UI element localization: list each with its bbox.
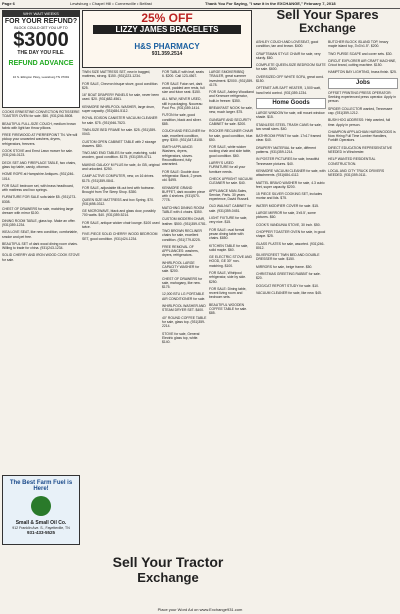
- classified-ad: GE ELECTRIC STOVE AND HOOD, GE 30" non-matching. $100.: [209, 255, 252, 268]
- classified-ad: DOG/CAT REPORT STUDY for sale. $10.: [256, 283, 319, 288]
- classified-ad: LARGE MIRROR for sale, 3'x5.5', some pictures. $60.: [256, 211, 316, 220]
- fuel-ad-title: The Best Farm Fuel is Here!: [9, 480, 73, 492]
- classified-ad: APPLIANCE MAN-Sales, Service, Parts. 30 years experience, David Russell.: [209, 188, 250, 202]
- oil-drop-icon: [31, 496, 51, 516]
- classified-ad: FOR SALE bedroom set, with brass headboard, with mattress and box springs.: [2, 183, 74, 193]
- classified-ad: ROCKER RECLINER CHAIR for sale, good condition, blue. $50.: [209, 129, 254, 142]
- classified-ad: FOR SALE, Ashley Woodland and Kenmore refrigerator, built-in freezer. $350.: [209, 90, 254, 103]
- classified-ad: WHIRLPOOL LARGE CAPACITY WASHER for sale. $200.: [162, 260, 200, 274]
- classified-ad: LARGE WINDOW for sale, will mount window shade. $15.: [256, 110, 325, 120]
- classified-ad: HAMPTON BAY LIGHTING, brass finish. $25.: [328, 70, 397, 75]
- classified-ad: IKEA LOVE SEAT, like new condition, comfortable, smoke and pet free.: [2, 230, 78, 239]
- footer-web-link[interactable]: Place your Word Ad on www.Exchange931.com: [157, 607, 243, 612]
- home-goods-heading: Home Goods: [256, 98, 326, 109]
- tax-ad-title2: FOR YOUR REFUND?: [4, 18, 78, 25]
- classified-ad: DIRECT EDUCATION REPRESENTATIVE NEEDED in Winchester.: [328, 145, 393, 155]
- classified-ad: OFTENET AIR-SAFT HEATER, 1,500 watt, hand held control. (931)359-1234.: [256, 86, 321, 95]
- classified-ad: TWIN SIZE MATTRESS SET, new in bagged, mattress, strong. $150. (931)223-1234.: [82, 70, 151, 79]
- classified-ad: TWIN-SIZE BED FRAME for sale. $25. (931)359-0043.: [82, 127, 157, 137]
- classified-ad: VACUUM CLEANER for sale, like new. $45.: [256, 290, 322, 295]
- fuel-address: 912 Franklin Ave. S., Fayetteville, TN: [12, 526, 70, 530]
- classified-ad: FOR SALE Futon set, dark wood, padded arm rests, full size and futon seat. $150.: [162, 81, 205, 95]
- classified-ad: CHECK UPRIGHT VACUUM CLEANER for sale. $40.: [209, 176, 253, 186]
- classified-ad: FIVE-PIECE SOLID CHERRY WOOD BEDROOM SET, good condition. (931)424-1234.: [82, 232, 158, 241]
- tax-ad-refund: REFUND ADVANCE: [8, 60, 74, 67]
- classified-ad: LARRY'S USED FURNITURE for all your furniture needs.: [209, 161, 246, 174]
- classified-ad: CUSTOM OPEN CABINET TABLE with 2 storage drawers. $80.: [82, 139, 157, 148]
- tax-ad-amount: $3000: [13, 29, 69, 51]
- sell-spares-title: Sell Your Spares: [276, 7, 379, 22]
- classified-ad: FURNITURE FOR SALE sofa table $5. (931)273-8308.: [2, 195, 77, 204]
- classified-ad: FOR TABLE with leaf, seats 6. $200. Call 123-4567.: [162, 70, 204, 79]
- classified-ad: BREAKFAST NOOK for sale, new, much larger. $75.: [209, 106, 253, 115]
- classified-ad: CHEST OF DRAWERS for sale, mahogany, like new. $175.: [162, 276, 203, 290]
- classified-ad: GLASS PLATES for sale, assorted. (931)246-8012.: [256, 241, 325, 250]
- sell-tractor-banner: [82, 548, 254, 604]
- classified-ad: CUSTOM MODERN CHAIR, leather. $500. (931)359-0781.: [162, 217, 207, 226]
- classified-ad: CIRCUT EXPLORER AIR CRAFT MACHINE, Cricut brand, cutting machine. $150.: [328, 58, 397, 68]
- classified-ad: HOME ROPE at Hampshire Antiques. (931)246-1014.: [2, 172, 75, 181]
- classified-ad: COOKS ERNESTINE CONVECTION ROTISSERIE TOASTER OVEN for sale. $50. (931)246-5508.: [2, 110, 80, 119]
- classified-ad: MAKING GALAXY M PLUS for sale, 4x GB, original and unlocked. $250.: [82, 162, 160, 172]
- classified-ad: OFFSET PRINTING PRESS OPERATOR: Seeking experienced press operator. Apply in person.: [328, 90, 397, 104]
- fuel-phone: 931-433-5525: [26, 530, 56, 535]
- tractor-exchange-logo: Exchange: [137, 570, 199, 585]
- classified-column-6: [328, 40, 398, 602]
- classified-ad: BEAUTIFUL WOODEN COFFEE TABLE for sale. $85.: [209, 302, 248, 316]
- classified-ad: MATTEL BRAVO WASHER for sale, 4.3 cubic feet, super capacity. $200.: [256, 180, 325, 189]
- exchange-logo: Exchange: [299, 21, 356, 35]
- classified-column-3: [162, 70, 207, 545]
- publication-towns: Lewisburg • Chapel Hill • Cornersville • Belfast: [70, 1, 152, 6]
- tax-ad-title1: WHY WAIT WEEKS: [3, 11, 79, 17]
- classified-ad: TWO PURSE SCAPE and cover sets. $30.: [328, 51, 393, 56]
- classified-ad: MATCHING DINING ROOM TABLE with 4 chairs. $350.: [162, 205, 205, 215]
- farm-fuel-ad: [2, 475, 80, 545]
- classified-ad: SOLID CHERRY AND IRON WOOD COOK STOVE for sale.: [2, 253, 80, 262]
- classified-ad: FREE FIREWOOD AT PIERREPOINT TN. We will pickup your unwanted washers, dryers, refrigerators, freezers.: [2, 133, 78, 146]
- classified-ad: WATER MODIFIER COVER for sale. $15.: [256, 203, 319, 208]
- pharmacy-name: H&S PHARMACY: [134, 42, 200, 51]
- classified-column-5: [256, 40, 326, 602]
- classified-ad: 15 PIECE SILVER COOKING SET, includes mortar and lids. $75.: [256, 192, 323, 201]
- classified-ad: CAMP ACTIVE COMPUTER, new, on 16 drives. $175. (931)359-0841.: [82, 174, 155, 183]
- classified-ad: OVERSIZED OFF WHITE SOFA, great cond. $150.: [256, 74, 325, 84]
- jewelry-brand: LIZZY JAMES BRACELETS: [93, 25, 241, 34]
- classified-ad: ALL NEW, NEVER USED, still in packaging. Nouveau Pool Pro. (931)359-1414.: [162, 97, 203, 111]
- jewelry-discount: 25% OFF: [141, 11, 193, 25]
- classified-ad: LARGE SMOKER/BBQ TRAILER, great summer investment. $2000. (931)359-4178.: [209, 70, 254, 87]
- classified-ad: 40" ROUND COFFEE TABLE for sale, glass top. (931)359-2214.: [162, 315, 207, 329]
- classified-ad: 16" BOAT DRAPERY PANELS for sale, never been used. $20. (931)682-4561.: [82, 93, 160, 102]
- classified-ad: IN POSTER PICTURES for sale, beautiful Tennessee pictures. $40.: [256, 157, 320, 166]
- tax-ad-sub: THE DAY YOU FILE.: [17, 50, 65, 56]
- classified-ad: BEAUTIFUL FULL-SIZE COUCH, medium brown fabric with light tan throw pillows.: [2, 121, 76, 130]
- classified-ad: KENMORE VACUUM CLEANER for sale, with attachments. (931)684-4112.: [256, 168, 326, 178]
- classified-ad: COUCH AND RECLINER for sale, excellent condition, grey. $300. (931)347-8108.: [162, 129, 206, 142]
- classified-ad: FOR SALE: Double door refrigerator. Black, 2 years old. $495.: [162, 169, 202, 183]
- classified-ad: SILVERCREST TWIN BED AND DOUBLE DRESSER for sale. $150.: [256, 253, 320, 262]
- classified-ad: HELP WANTED RESIDENTIAL CONSTRUCTION.: [328, 157, 376, 166]
- page-number: Page 6: [2, 1, 15, 6]
- classified-ad: FOR SALE: Dining table, recent living room and bedroom sets.: [209, 286, 247, 300]
- classified-ad: GE MICROWAVE, black and glass door, possibly 700 watts. $40. (931)359-5214.: [82, 209, 156, 218]
- classified-ad: DECK SET AND FIREPLACE TABLE, two chairs, glass top table, candy, ottoman.: [2, 160, 77, 169]
- classified-column-1: [2, 110, 80, 470]
- classified-column-4: [209, 70, 254, 545]
- classified-ad: COOK STOVE and Ernst Lawn mower for sale. (931)246-0123.: [2, 149, 73, 158]
- classified-ad: COOK'S VANDUNIA STOVE, 30 inch. $50.: [256, 222, 321, 227]
- classified-ad: CRAFTSMAN STYLE CHAIR for sale, very sturdy. $60.: [256, 51, 321, 60]
- classified-ad: TWO AND END TABLES for sale, matching, solid wooden, good condition. $175. (931)359-4711.: [82, 151, 157, 160]
- classified-ad: CHEST OF DRAWERS for sale, matching large dresser with mirror $100.: [2, 207, 74, 216]
- classified-ad: FOR SALE, adjustable tilt-out bed with footwear. Brought from The Sleep Shop. $350.: [82, 185, 155, 195]
- tax-refund-ad: [2, 10, 80, 108]
- classified-ad: FOR SALE, Whirlpool refrigerator, side by side. $250.: [209, 270, 247, 284]
- classified-ad: DINING ROOM TABLE, glass top. Make an offer. (931)359-1234.: [2, 218, 76, 227]
- classified-ad: SPIDER COLLECTOR wanted, Tennessee cap. (931)359-1212.: [328, 106, 393, 115]
- classified-ad: WHIRLPOOL WASHER AND STEAM DRYER SET. $400.: [162, 304, 206, 313]
- pharmacy-phone: 931.359.2514: [151, 51, 183, 57]
- classified-ad: FUTON for sale, good condition, black and silver. $85.: [162, 113, 202, 126]
- classified-ad: QUEEN SIZE MATTRESS and box Spring. $70. (931)698-0312.: [82, 197, 154, 206]
- classified-ad: FOR SALE, Chevron bisque stove, good condition. $25.: [82, 81, 159, 90]
- classified-ad: CHRISTMAS GREETING RABBIT for sale. $20.: [256, 271, 321, 281]
- classified-ad: KENMORE WHIRLPOOL WASHER, large drum, super capacity. (931)684-5112.: [82, 104, 156, 114]
- fuel-company: Small & Small Oil Co.: [15, 520, 67, 526]
- sell-tractor-title: Sell Your Tractor: [112, 554, 224, 570]
- header-date: Thank You For Saying, "I saw it in the EXCHANGE," February 7, 2018: [205, 1, 336, 6]
- classified-ad: LOCAL AND CITY TRUCK DRIVERS NEEDED. (931)359-0111.: [328, 168, 385, 178]
- classified-ad: BUSH HOG ADDRESS: Help wanted, full time. Apply in person.: [328, 118, 391, 127]
- classified-ad: FREE REMOVAL OF APPLIANCES: washers, dryers, refrigerators.: [162, 244, 199, 258]
- classified-ad: COMPLETE QUEEN-SIZE BEDROOM SUITE for sale. $600.: [256, 63, 326, 72]
- classified-ad: KENMORE GRAND BUFFET, dark wooden piece with 4 shelves. (931)570-7778.: [162, 185, 206, 203]
- classified-ad: SMITH APPLIANCE: Washers, dryers, refrigerators, stoves. Reconditioned, fully warranted.: [162, 145, 194, 167]
- classified-ad: STAINLESS STEEL TRASH CANS for sale, two small sizes. $40.: [256, 122, 322, 131]
- classified-ad: CHAMPION APPLACHIAN HARDWOODS is Now Hiring Full Time Lumber Handlers, Forklift Operators.: [328, 129, 396, 143]
- classified-ad: LIGHT FIXTURE for sale, very nice. $15.: [209, 216, 248, 225]
- classified-ad: OLD WALNUT CABINET for sale. (931)359-0451.: [209, 204, 252, 213]
- classified-column-2: [82, 70, 160, 545]
- classified-ad: ROYAL EDISON CANISTER VACUUM CLEANER for sale. $75. (931)946-7523.: [82, 116, 158, 125]
- classified-ad: FOR SALE: oval formal pecan dining table with chairs. $850.: [209, 227, 245, 241]
- jewelry-ad: [82, 10, 252, 68]
- sell-spares-banner: [255, 8, 400, 38]
- classified-ad: 12,000 BTU LG PORTABLE AIR CONDITIONER for sale.: [162, 292, 206, 301]
- jobs-heading: Jobs: [328, 78, 398, 89]
- classified-ad: DRAPERY MATERIAL for sale, different patterns. (931)359-1214.: [256, 145, 316, 155]
- tax-ad-address: 10 S. Ellington Pkwy, Lewisburg TN 37091: [12, 75, 70, 79]
- tax-ad-line: BLOCK COULD GET YOU UP TO: [14, 26, 68, 30]
- classified-ad: GUNSAFE AND SECURITY CABINET for sale. $200.: [209, 117, 252, 126]
- classified-ad: BEAUTIFUL SET of dark wood dining room chairs. Willing to trade for china. (931)243-1234.: [2, 241, 78, 251]
- classified-ad: MIRRORS for sale, beige frame. $50.: [256, 264, 313, 269]
- classified-ad: STOVE for sale, General Electric glass top, white. $140.: [162, 331, 200, 345]
- classified-ad: CHOPPER TOASTER OVEN for sale, in good shape. $25.: [256, 229, 326, 239]
- classified-ad: FOR SALE, antique wicker chair lounge. $100 used twice.: [82, 220, 160, 230]
- classified-ad: BATHROOM PRINT for sale. 17x17 framed clear. $40.: [256, 134, 322, 143]
- classified-ad: ASHLEY COUCH AND LOVESEAT, good condition, tan and brown. $400.: [256, 40, 319, 49]
- classified-ad: TWO BROWN RECLINER chairs for sale, excellent condition. (931)779-8225.: [162, 228, 202, 242]
- classified-ad: KITCHEN TABLE for sale, solid maple. $60.: [209, 243, 249, 252]
- classified-ad: BUTCHER BLOCK ISLAND TOP, heavy maple island top, 3'x3'x1.5". $200.: [328, 40, 389, 49]
- classified-ad: FOR SALE, white wicker rocking chair and side table, good condition. $60.: [209, 145, 252, 158]
